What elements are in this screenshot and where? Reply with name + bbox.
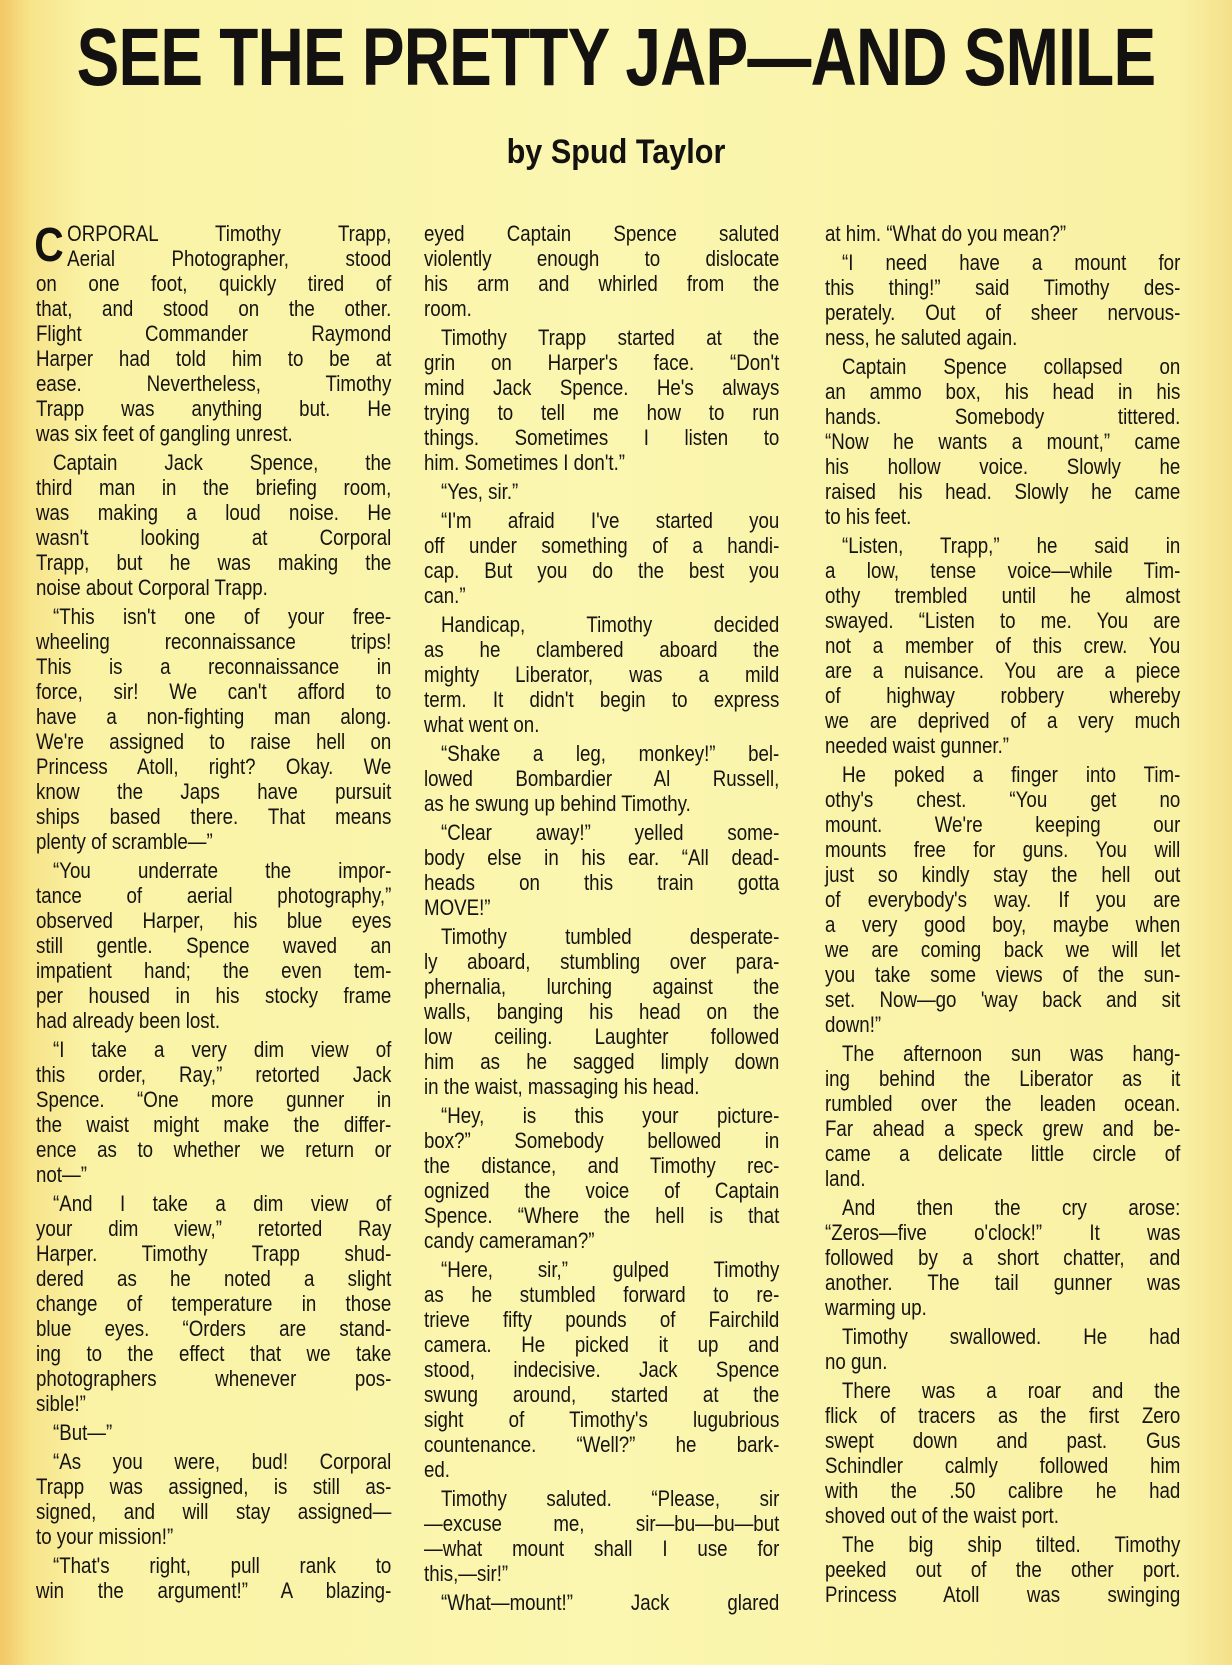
text-line: plenty of scramble—”	[36, 829, 213, 854]
text-line: this thing!” said Timothy des-	[825, 275, 1181, 300]
text-line: ORPORAL Timothy Trapp,	[67, 221, 392, 246]
text-line: ness, he saluted again.	[825, 325, 1018, 350]
text-line: term. It didn't begin to express	[424, 687, 780, 712]
text-line: that, and stood on the other.	[36, 296, 392, 321]
text-line: “What—mount!” Jack glared	[441, 1590, 780, 1615]
text-line: ing to the effect that we take	[36, 1341, 392, 1366]
text-line: per housed in his stocky frame	[36, 983, 392, 1008]
text-line: ence as to whether we return or	[36, 1137, 392, 1162]
text-line: rumbled over the leaden ocean.	[825, 1091, 1181, 1116]
text-line: needed waist gunner.”	[825, 733, 1010, 758]
text-line: impatient hand; the even tem-	[36, 958, 392, 983]
text-line: mount. We're keeping our	[825, 812, 1181, 837]
paragraph	[424, 612, 779, 737]
text-line: win the argument!” A blazing-	[36, 1578, 392, 1603]
text-line: There was a roar and the	[842, 1378, 1181, 1403]
text-line: know the Japs have pursuit	[36, 779, 392, 804]
byline	[0, 130, 1232, 174]
text-line: force, sir! We can't afford to	[36, 679, 392, 704]
text-line: sible!”	[36, 1391, 86, 1416]
text-line: blue eyes. “Orders are stand-	[36, 1316, 392, 1341]
text-line: room.	[424, 296, 472, 321]
text-line: mounts free for guns. You will	[825, 837, 1181, 862]
text-line: “This isn't one of your free-	[53, 604, 392, 629]
text-line: swept down and past. Gus	[825, 1428, 1181, 1453]
text-line: Schindler calmly followed him	[825, 1453, 1181, 1478]
text-line: no gun.	[825, 1349, 888, 1374]
text-line: ly aboard, stumbling over para-	[424, 949, 780, 974]
text-line: still gentle. Spence waved an	[36, 933, 392, 958]
text-line: ing behind the Liberator as it	[825, 1066, 1181, 1091]
text-line: we are deprived of a very much	[825, 708, 1181, 733]
text-line: Flight Commander Raymond	[36, 321, 392, 346]
text-line: lowed Bombardier Al Russell,	[424, 766, 780, 791]
text-line: as he swung up behind Timothy.	[424, 791, 691, 816]
text-line: “But—”	[53, 1420, 113, 1445]
text-line: “That's right, pull rank to	[53, 1553, 392, 1578]
text-line: this order, Ray,” retorted Jack	[36, 1062, 392, 1087]
text-line: have a non-fighting man along.	[36, 704, 392, 729]
paragraph	[825, 762, 1180, 1037]
text-line: set. Now—go 'way back and sit	[825, 987, 1181, 1012]
text-line: observed Harper, his blue eyes	[36, 908, 392, 933]
text-line: hands. Somebody tittered.	[825, 404, 1181, 429]
text-line: another. The tail gunner was	[825, 1270, 1181, 1295]
text-line: change of temperature in those	[36, 1291, 392, 1316]
paragraph	[36, 1449, 391, 1549]
text-line: his hollow voice. Slowly he	[825, 454, 1181, 479]
article-title	[0, 14, 1232, 104]
text-line: land.	[825, 1166, 866, 1191]
paragraph	[825, 250, 1180, 350]
text-line: trieve fifty pounds of Fairchild	[424, 1307, 780, 1332]
text-line: as he clambered aboard the	[424, 637, 780, 662]
text-line: heads on this train gotta	[424, 870, 780, 895]
text-line: swayed. “Listen to me. You are	[825, 608, 1181, 633]
paragraph	[36, 604, 391, 854]
paragraph	[825, 1324, 1180, 1374]
text-line: wheeling reconnaissance trips!	[36, 629, 392, 654]
text-line: in the waist, massaging his head.	[424, 1074, 700, 1099]
paragraph	[825, 1041, 1180, 1191]
text-line: ease. Nevertheless, Timothy	[36, 371, 392, 396]
text-line: just so kindly stay the hell out	[825, 862, 1181, 887]
text-line: followed by a short chatter, and	[825, 1245, 1181, 1270]
paragraph	[424, 325, 779, 475]
text-line: raised his head. Slowly he came	[825, 479, 1181, 504]
text-line: not—”	[36, 1162, 87, 1187]
paragraph	[424, 820, 779, 920]
text-line: Princess Atoll was swinging	[825, 1582, 1181, 1607]
text-line: grin on Harper's face. “Don't	[424, 350, 780, 375]
text-line: box?” Somebody bellowed in	[424, 1128, 780, 1153]
paragraph	[825, 1532, 1180, 1607]
paragraph	[424, 221, 779, 321]
text-line: at him. “What do you mean?”	[825, 221, 1067, 246]
paragraph	[825, 221, 1180, 246]
text-line: Trapp, but he was making the	[36, 550, 392, 575]
text-line: dered as he noted a slight	[36, 1266, 392, 1291]
text-line: eyed Captain Spence saluted	[424, 221, 780, 246]
text-line: was six feet of gangling unrest.	[36, 421, 293, 446]
text-line: Aerial Photographer, stood	[67, 246, 392, 271]
text-line: him. Sometimes I don't.”	[424, 450, 626, 475]
drop-cap: C	[34, 219, 64, 272]
text-line: The big ship tilted. Timothy	[842, 1532, 1181, 1557]
text-line: things. Sometimes I listen to	[424, 425, 780, 450]
text-column-3	[825, 221, 1180, 1611]
text-line: walls, banging his head on the	[424, 999, 780, 1024]
text-line: you take some views of the sun-	[825, 962, 1181, 987]
text-line: Spence. “Where the hell is that	[424, 1203, 780, 1228]
text-line: Timothy tumbled desperate-	[441, 924, 780, 949]
text-line: We're assigned to raise hell on	[36, 729, 392, 754]
text-line: Far ahead a speck grew and be-	[825, 1116, 1181, 1141]
text-line: “Now he wants a mount,” came	[825, 429, 1181, 454]
text-line: on one foot, quickly tired of	[36, 271, 392, 296]
text-line: peeked out of the other port.	[825, 1557, 1181, 1582]
text-line: The afternoon sun was hang-	[842, 1041, 1181, 1066]
text-line: “Yes, sir.”	[441, 479, 519, 504]
text-line: phernalia, lurching against the	[424, 974, 780, 999]
paragraph	[424, 508, 779, 608]
text-line: with the .50 calibre he had	[825, 1478, 1181, 1503]
text-line: Princess Atoll, right? Okay. We	[36, 754, 392, 779]
text-line: This is a reconnaissance in	[36, 654, 392, 679]
text-line: down!”	[825, 1012, 882, 1037]
text-line: Harper had told him to be at	[36, 346, 392, 371]
text-line: mighty Liberator, was a mild	[424, 662, 780, 687]
paragraph	[36, 1553, 391, 1603]
text-line: “Zeros—five o'clock!” It was	[825, 1220, 1181, 1245]
text-line: “I take a very dim view of	[53, 1037, 392, 1062]
text-line: He poked a finger into Tim-	[842, 762, 1181, 787]
text-column-2	[424, 221, 779, 1619]
text-line: “I'm afraid I've started you	[441, 508, 780, 533]
paragraph	[825, 354, 1180, 529]
text-line: shoved out of the waist port.	[825, 1503, 1059, 1528]
text-line: of highway robbery whereby	[825, 683, 1181, 708]
text-line: warming up.	[825, 1295, 927, 1320]
text-line: flick of tracers as the first Zero	[825, 1403, 1181, 1428]
paragraph	[36, 221, 391, 446]
text-line: a low, tense voice—while Tim-	[825, 558, 1181, 583]
text-line: MOVE!”	[424, 895, 491, 920]
text-line: signed, and will stay assigned—	[36, 1499, 392, 1524]
text-line: “Listen, Trapp,” he said in	[842, 533, 1181, 558]
paragraph	[36, 858, 391, 1033]
text-line: to your mission!”	[36, 1524, 174, 1549]
text-line: sight of Timothy's lugubrious	[424, 1407, 780, 1432]
text-line: noise about Corporal Trapp.	[36, 575, 268, 600]
byline-text: by Spud Taylor	[506, 133, 726, 171]
text-line: Handicap, Timothy decided	[441, 612, 780, 637]
text-line: the distance, and Timothy rec-	[424, 1153, 780, 1178]
text-line: “You underrate the impor-	[53, 858, 392, 883]
text-line: “Here, sir,” gulped Timothy	[441, 1257, 780, 1282]
text-line: are a nuisance. You are a piece	[825, 658, 1181, 683]
paragraph	[424, 1103, 779, 1253]
paragraph	[424, 741, 779, 816]
text-line: Spence. “One more gunner in	[36, 1087, 392, 1112]
text-line: trying to tell me how to run	[424, 400, 780, 425]
text-line: body else in his ear. “All dead-	[424, 845, 780, 870]
text-line: not a member of this crew. You	[825, 633, 1181, 658]
text-line: as he stumbled forward to re-	[424, 1282, 780, 1307]
text-line: mind Jack Spence. He's always	[424, 375, 780, 400]
text-line: we are coming back we will let	[825, 937, 1181, 962]
paragraph	[825, 1195, 1180, 1320]
text-line: came a delicate little circle of	[825, 1141, 1181, 1166]
text-line: Captain Spence collapsed on	[842, 354, 1181, 379]
text-line: ed.	[424, 1457, 451, 1482]
article-title-text: SEE THE PRETTY JAP—AND SMILE	[76, 12, 1156, 103]
text-line: photographers whenever pos-	[36, 1366, 392, 1391]
text-line: can.”	[424, 583, 466, 608]
paragraph	[825, 1378, 1180, 1528]
text-line: off under something of a handi-	[424, 533, 780, 558]
text-line: what went on.	[424, 712, 540, 737]
paragraph	[424, 1257, 779, 1482]
text-line: swung around, started at the	[424, 1382, 780, 1407]
text-line: “Hey, is this your picture-	[441, 1103, 780, 1128]
text-line: cap. But you do the best you	[424, 558, 780, 583]
text-line: his arm and whirled from the	[424, 271, 780, 296]
text-line: the waist might make the differ-	[36, 1112, 392, 1137]
text-line: —excuse me, sir—bu—bu—but	[424, 1511, 780, 1536]
text-column-1	[36, 221, 391, 1607]
text-line: Captain Jack Spence, the	[53, 450, 392, 475]
text-line: perately. Out of sheer nervous-	[825, 300, 1181, 325]
text-line: this,—sir!”	[424, 1561, 509, 1586]
text-line: third man in the briefing room,	[36, 475, 392, 500]
paragraph	[825, 533, 1180, 758]
text-line: tance of aerial photography,”	[36, 883, 392, 908]
paragraph	[36, 1191, 391, 1416]
paragraph	[36, 450, 391, 600]
text-line: violently enough to dislocate	[424, 246, 780, 271]
text-line: Trapp was assigned, is still as-	[36, 1474, 392, 1499]
text-line: Harper. Timothy Trapp shud-	[36, 1241, 392, 1266]
paragraph	[424, 924, 779, 1099]
text-line: to his feet.	[825, 504, 912, 529]
paragraph	[424, 1486, 779, 1586]
text-line: stood, indecisive. Jack Spence	[424, 1357, 780, 1382]
text-line: —what mount shall I use for	[424, 1536, 780, 1561]
text-line: othy's chest. “You get no	[825, 787, 1181, 812]
text-line: “I need have a mount for	[842, 250, 1181, 275]
text-line: candy cameraman?”	[424, 1228, 595, 1253]
text-line: wasn't looking at Corporal	[36, 525, 392, 550]
text-line: “Clear away!” yelled some-	[441, 820, 780, 845]
paragraph	[424, 479, 779, 504]
text-line: countenance. “Well?” he bark-	[424, 1432, 780, 1457]
text-line: camera. He picked it up and	[424, 1332, 780, 1357]
text-line: ognized the voice of Captain	[424, 1178, 780, 1203]
text-line: “Shake a leg, monkey!” bel-	[441, 741, 780, 766]
text-line: Trapp was anything but. He	[36, 396, 392, 421]
text-line: “And I take a dim view of	[53, 1191, 392, 1216]
text-line: ships based there. That means	[36, 804, 392, 829]
text-line: him as he sagged limply down	[424, 1049, 780, 1074]
text-line: Timothy swallowed. He had	[842, 1324, 1181, 1349]
text-line: “As you were, bud! Corporal	[53, 1449, 392, 1474]
text-line: had already been lost.	[36, 1008, 221, 1033]
text-line: your dim view,” retorted Ray	[36, 1216, 392, 1241]
paragraph	[36, 1037, 391, 1187]
text-line: was making a loud noise. He	[36, 500, 392, 525]
text-line: And then the cry arose:	[842, 1195, 1181, 1220]
text-line: Timothy saluted. “Please, sir	[441, 1486, 780, 1511]
text-line: Timothy Trapp started at the	[441, 325, 780, 350]
text-line: low ceiling. Laughter followed	[424, 1024, 780, 1049]
text-line: an ammo box, his head in his	[825, 379, 1181, 404]
paragraph	[424, 1590, 779, 1615]
text-line: a very good boy, maybe when	[825, 912, 1181, 937]
paragraph	[36, 1420, 391, 1445]
text-line: othy trembled until he almost	[825, 583, 1181, 608]
text-line: of everybody's way. If you are	[825, 887, 1181, 912]
